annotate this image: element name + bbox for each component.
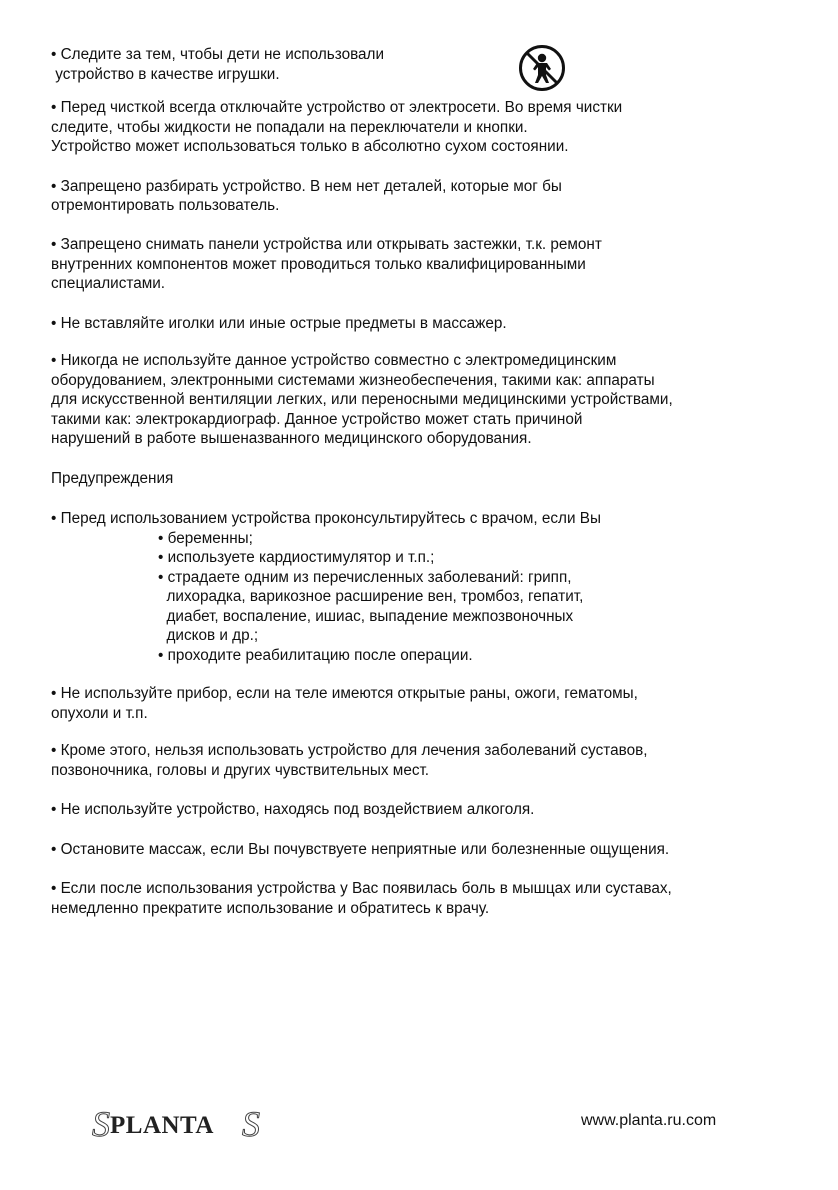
text-line: немедленно прекратите использование и обратитесь к врачу.: [51, 900, 490, 917]
sublist-item: • беременны;: [158, 530, 253, 547]
text-line: отремонтировать пользователь.: [51, 197, 280, 214]
no-children-icon: [518, 44, 566, 92]
footer-url[interactable]: www.planta.ru.com: [581, 1112, 717, 1129]
text-line: • Перед использованием устройства проконсультируйтесь с врачом, если Вы: [51, 510, 601, 527]
sublist-item: лихорадка, варикозное расширение вен, тромбоз, гепатит,: [158, 588, 584, 605]
logo-s-left: S: [92, 1106, 110, 1142]
text-line: Устройство может использоваться только в абсолютно сухом состоянии.: [51, 138, 569, 155]
logo-text: PLANTA: [110, 1112, 214, 1139]
text-line: • Кроме этого, нельзя использовать устройство для лечения заболеваний суставов,: [51, 742, 648, 759]
text-line: позвоночника, головы и других чувствительных мест.: [51, 762, 430, 779]
text-line: следите, чтобы жидкости не попадали на переключатели и кнопки.: [51, 119, 528, 136]
text-line: • Запрещено снимать панели устройства или открывать застежки, т.к. ремонт: [51, 236, 602, 253]
sublist-item: • проходите реабилитацию после операции.: [158, 647, 473, 664]
text-line: внутренних компонентов может проводиться только квалифицированными: [51, 256, 586, 273]
text-line: • Остановите массаж, если Вы почувствуете неприятные или болезненные ощущения.: [51, 841, 670, 858]
sublist-item: • используете кардиостимулятор и т.п.;: [158, 549, 435, 566]
text-line: • Перед чисткой всегда отключайте устройство от электросети. Во время чистки: [51, 99, 623, 116]
text-line: устройство в качестве игрушки.: [51, 66, 280, 83]
sublist-item: дисков и др.;: [158, 627, 259, 644]
text-line: • Не вставляйте иголки или иные острые предметы в массажер.: [51, 315, 507, 332]
text-line: такими как: электрокардиограф. Данное устройство может стать причиной: [51, 411, 583, 428]
text-line: • Не используйте прибор, если на теле имеются открытые раны, ожоги, гематомы,: [51, 685, 638, 702]
text-line: • Никогда не используйте данное устройство совместно с электромедицинским: [51, 352, 617, 369]
text-line: • Если после использования устройства у Вас появилась боль в мышцах или суставах,: [51, 880, 672, 897]
text-line: для искусственной вентиляции легких, или переносными медицинскими устройствами,: [51, 391, 673, 408]
logo-s-right: S: [242, 1106, 260, 1142]
section-heading: Предупреждения: [51, 470, 174, 487]
text-line: • Не используйте устройство, находясь под воздействием алкоголя.: [51, 801, 535, 818]
sublist-item: диабет, воспаление, ишиас, выпадение межпозвоночных: [158, 608, 574, 625]
text-line: специалистами.: [51, 275, 166, 292]
text-line: оборудованием, электронными системами жизнеобеспечения, такими как: аппараты: [51, 372, 655, 389]
sublist-item: • страдаете одним из перечисленных заболеваний: грипп,: [158, 569, 572, 586]
planta-logo: [92, 1106, 264, 1142]
text-line: • Запрещено разбирать устройство. В нем нет деталей, которые мог бы: [51, 178, 562, 195]
text-line: • Следите за тем, чтобы дети не использовали: [51, 46, 385, 63]
text-line: нарушений в работе вышеназванного медицинского оборудования.: [51, 430, 532, 447]
text-line: опухоли и т.п.: [51, 705, 148, 722]
